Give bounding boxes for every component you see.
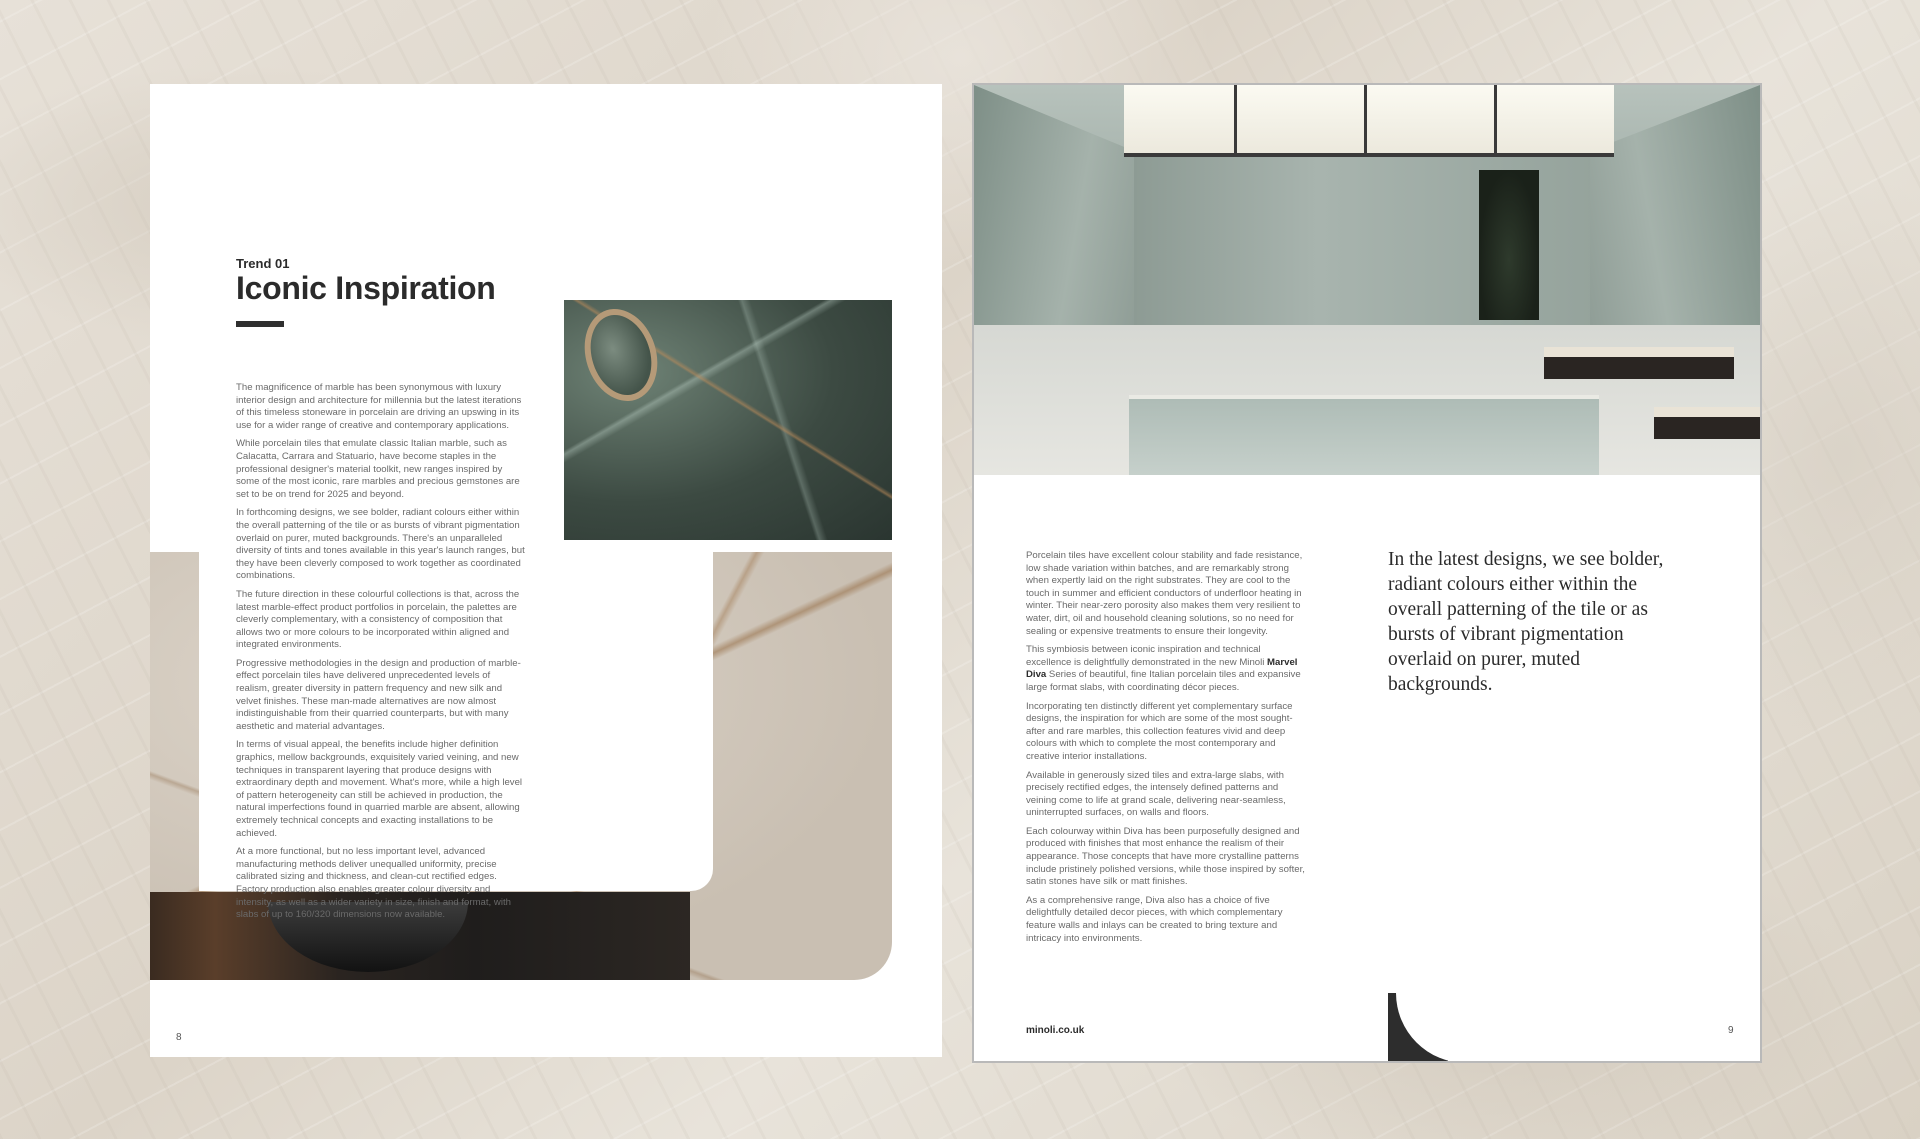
body-paragraph: While porcelain tiles that emulate classic Italian marble, such as Calacatta, Carrara and Statuario, have become staples in the professional designer's material toolkit, new ranges inspired by some of the most iconic, rare marbles and precious gemstones are set to be on trend for 2025 and beyond. (236, 438, 520, 500)
body-text-column (236, 382, 526, 928)
website-url: minoli.co.uk (1026, 1025, 1085, 1036)
body-paragraph: The magnificence of marble has been synonymous with luxury interior design and architecture for millennia but the latest iterations of this timeless stoneware in porcelain are driving an upswing in its use for a wider range of creative and contemporary applications. (236, 382, 522, 431)
ceiling-beam (1364, 85, 1367, 153)
page-title: Iconic Inspiration (236, 270, 496, 306)
left-page (150, 84, 942, 1057)
heading-rule (236, 321, 284, 327)
body-paragraph: Available in generously sized tiles and extra-large slabs, with precisely rectified edges, the intensely defined patterns and veining come to life at grand scale, delivering near-seamless, uninterrupted surfaces, on walls and floors. (1026, 769, 1286, 819)
ceiling-beam (1494, 85, 1497, 153)
green-marble-image (564, 300, 892, 540)
body-paragraph: At a more functional, but no less important level, advanced manufacturing methods deliver unequalled uniformity, precise calibrated sizing and thickness, and clean-cut rectified edges. Factory production also enables greater colour diversity and intensity, as well as a wider variety in size, finish and format, with slabs of up to 160/320 dimensions now available. (236, 846, 511, 921)
spa-pool-photo (974, 85, 1760, 475)
decorative-corner-shape (1388, 993, 1448, 1063)
body-paragraph: This symbiosis between iconic inspiration and technical excellence is delightfully demonstrated in the new Minoli Marvel Diva Series of beautiful, fine Italian porcelain tiles and expansive large format slabs, with coordinating décor pieces. (1026, 644, 1301, 693)
plants (1479, 170, 1539, 320)
skylight-ceiling (1124, 85, 1614, 157)
page-number: 9 (1728, 1025, 1734, 1036)
body-paragraph: In terms of visual appeal, the benefits include higher definition graphics, mellow backgrounds, exquisitely varied veining, and new techniques in transparent layering that produce designs with extraordinary depth and movement. What's more, while a high level of pattern heterogeneity can still be achieved in production, the natural imperfections found in quarried marble are absent, allowing extremely technical concepts and exacting installations to be achieved. (236, 739, 523, 839)
body-paragraph: In forthcoming designs, we see bolder, radiant colours either within the overall patterning of the tile or as bursts of vibrant pigmentation overlaid on purer, muted backgrounds. There's an unparalleled diversity of tints and tones available in this year's launch ranges, but they have been cleverly composed to work together as coordinated combinations. (236, 507, 525, 582)
pool (1129, 395, 1599, 475)
product-name: Marvel Diva (1026, 656, 1298, 681)
body-paragraph: Porcelain tiles have excellent colour stability and fade resistance, low shade variation within batches, and are remarkably strong when expertly laid on the right substrates. They are cool to the touch in summer and efficient conductors of underfloor heating in winter. Their near-zero porosity also makes them very resilient to water, dirt, oil and household cleaning solutions, so no need for sealing or expensive treatments to ensure their longevity. (1026, 550, 1303, 637)
body-paragraph: Incorporating ten distinctly different yet complementary surface designs, the inspiration for which are some of the most sought-after and rare marbles, this collection features vivid and deep colours with which to complete the most contemporary and creative interior installations. (1026, 700, 1293, 762)
right-page (972, 83, 1762, 1063)
lounger (1544, 347, 1734, 379)
body-paragraph: As a comprehensive range, Diva also has a choice of five delightfully detailed decor pieces, with which complementary feature walls and inlays can be created to bring texture and intricacy into environments. (1026, 894, 1283, 944)
lounger (1654, 407, 1760, 439)
page-number: 8 (176, 1032, 182, 1043)
body-paragraph: Progressive methodologies in the design and production of marble-effect porcelain tiles have delivered unprecedented levels of realism, greater diversity in pattern frequency and new silk and velvet finishes. These man-made alternatives are now almost indistinguishable from their quarried counterparts, but with many aesthetic and material advantages. (236, 657, 521, 732)
pull-quote: In the latest designs, we see bolder, radiant colours either within the overall patterning of the tile or as bursts of vibrant pigmentation overlaid on purer, muted backgrounds. (1388, 549, 1664, 695)
body-text-column (1026, 550, 1306, 951)
body-paragraph: The future direction in these colourful collections is that, across the latest marble-effect product portfolios in porcelain, the palettes are cleverly complementary, with a consistency of composition that allows two or more colours to be incorporated within aligned and integrated environments. (236, 588, 520, 651)
ceiling-beam (1234, 85, 1237, 153)
body-paragraph: Each colourway within Diva has been purposefully designed and produced with finishes that most enhance the realism of their appearance. Those concepts that have more crystalline patterns include pristinely polished versions, while those inspired by softer, satin stones have silk or matt finishes. (1026, 825, 1305, 888)
trend-label: Trend 01 (236, 256, 290, 271)
round-mirror-image (573, 300, 669, 411)
